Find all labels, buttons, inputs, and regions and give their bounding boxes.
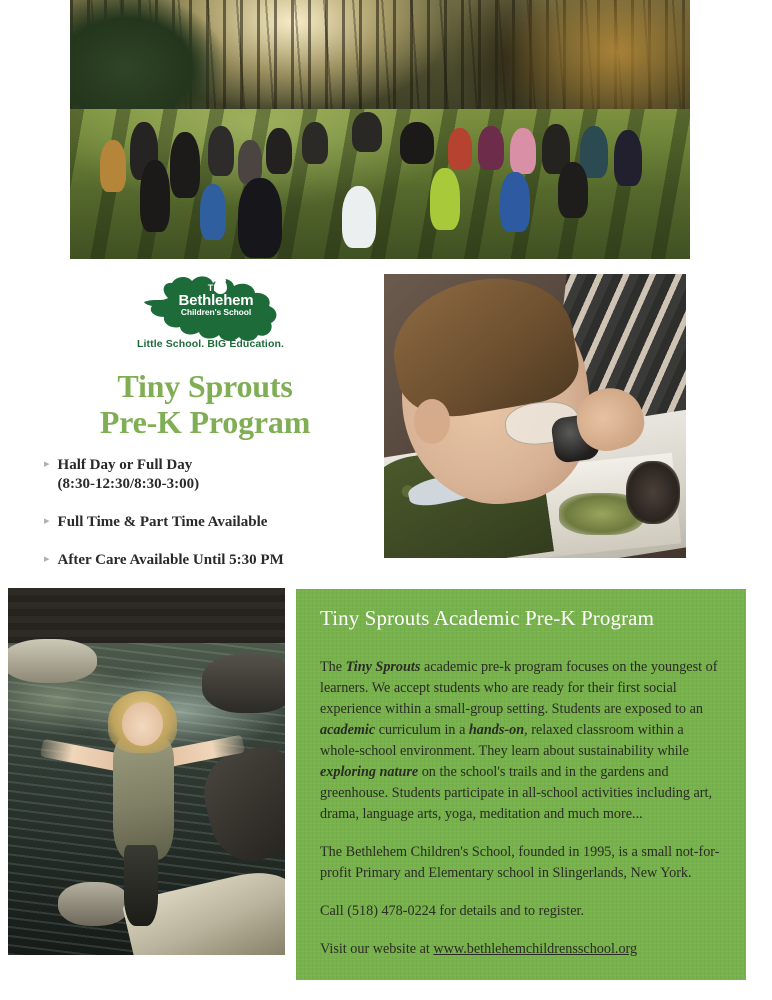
panel-paragraph-2: The Bethlehem Children's School, founded in 1995, is a small not-for-profit Primary and Elementary school in Slingerlands, New York. [320, 844, 720, 882]
bullet-triangle-icon: ▸ [44, 553, 50, 565]
photo-rocks-bottom [58, 882, 130, 926]
p1-f: on the school's trails and in the gardens and greenhouse. Students participate in all-school activities including art, drama, language arts, yoga, meditation and much more... [320, 764, 713, 823]
bullet-triangle-icon: ▸ [44, 515, 50, 527]
photo-rocks-upper-right [202, 654, 285, 713]
website-link[interactable]: www.bethlehemchildrensschool.org [433, 941, 638, 958]
logo-line-the: The [207, 283, 225, 293]
p1-d: curriculum in a [375, 722, 469, 739]
logo-line-name: Bethlehem [178, 292, 254, 310]
p1-c: academic pre-k program focuses on the youngest of learners. We accept students who are ready for their first social experience within a small-group setting. Students are exposed to an [320, 659, 718, 718]
kid-figure [400, 122, 434, 164]
kid-figure [342, 186, 376, 248]
p1-e: , relaxed classroom within a whole-school environment. They learn about sustainability while [320, 722, 689, 760]
program-info-panel [296, 589, 746, 980]
list-item-text: Full Time & Part Time Available [57, 514, 268, 530]
kid-figure [478, 126, 504, 170]
kid-figure [200, 184, 226, 240]
panel-paragraph-3: Call (518) 478-0224 for details and to register. [320, 903, 584, 920]
kid-figure [558, 162, 588, 218]
photo-boy-with-magnifier [384, 274, 686, 558]
panel-title: Tiny Sprouts Academic Pre-K Program [320, 606, 655, 630]
list-item [44, 551, 374, 570]
logo-tagline: Little School. BIG Education. [137, 338, 284, 350]
kid-figure [140, 160, 170, 232]
kid-figure [430, 168, 460, 230]
panel-body [320, 657, 722, 960]
photo-soil-specimen [626, 461, 680, 523]
kid-figure [500, 172, 530, 232]
program-details-list [44, 456, 374, 589]
p1-bold-hands-on: hands-on [468, 722, 525, 739]
kid-figure [170, 132, 200, 198]
logo-line-sub: Children's School [180, 307, 252, 318]
photo-girl-in-creek [8, 588, 285, 955]
photo-girl-boot [124, 845, 157, 926]
headline-line-2: Pre-K Program [99, 404, 311, 441]
bullet-triangle-icon: ▸ [44, 458, 50, 470]
p1-a: The [320, 659, 346, 676]
kid-figure [100, 140, 126, 192]
photo-girl-waders [113, 738, 174, 859]
photo-children-circle [70, 0, 690, 259]
kid-figure [614, 130, 642, 186]
kid-figure [352, 112, 382, 152]
page-title [40, 368, 370, 441]
panel-paragraph-4 [320, 939, 722, 960]
list-item [44, 456, 374, 494]
website-prefix: Visit our website at [320, 941, 434, 958]
school-logo [118, 272, 303, 362]
list-item-text: After Care Available Until 5:30 PM [57, 552, 284, 568]
list-item-line-2: (8:30-12:30/8:30-3:00) [57, 476, 200, 492]
list-item [44, 513, 374, 532]
logo-wordmark [162, 284, 270, 317]
kid-figure [238, 178, 282, 258]
kid-figure [302, 122, 328, 164]
list-item-line-1: Half Day or Full Day [57, 457, 193, 473]
list-item-text [58, 456, 200, 494]
photo-rocks-upper-left [8, 639, 97, 683]
p1-bold-academic: academic [320, 722, 376, 739]
p1-bold-exploring-nature: exploring nature [320, 764, 419, 781]
panel-paragraph-1 [320, 657, 722, 825]
photo-girl-face [122, 702, 164, 746]
p1-bold-tiny-sprouts: Tiny Sprouts [345, 659, 421, 676]
headline-line-1: Tiny Sprouts [117, 368, 293, 404]
